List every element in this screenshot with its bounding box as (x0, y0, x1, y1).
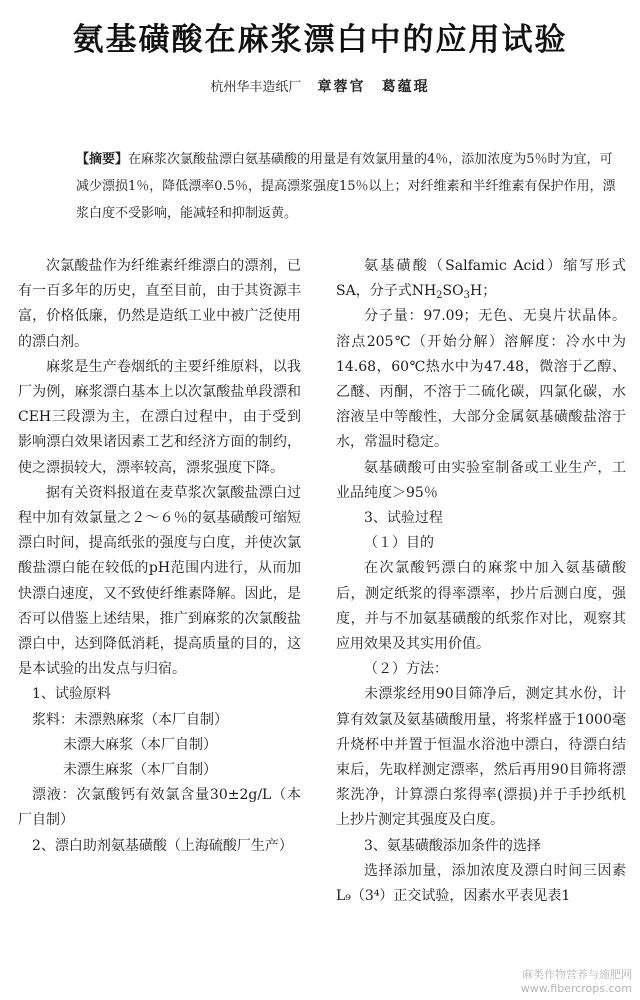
subsection-heading: （１）目的 (364, 535, 434, 552)
section-heading: 2、漂白助剂氨基磺酸（上海硫酸厂生产） (32, 837, 293, 854)
paragraph: 氨基磺酸可由实验室制备或工业生产，工业品纯度＞95％ (336, 459, 626, 501)
pulp-label: 浆料： (32, 711, 74, 728)
abstract (76, 146, 616, 227)
watermark-line: www.fibercrops.com (520, 982, 632, 995)
left-column (18, 254, 301, 859)
subscript: 2 (436, 290, 443, 302)
paragraph: 次氯酸盐作为纤维素纤维漂白的漂剂，已有一百多年的历史，直至目前，由于其资源丰富，价格低廉，仍然是造纸工业中被广泛使用的漂白剂。 (18, 258, 301, 350)
author-name: 葛蕴琨 (381, 79, 430, 95)
abstract-text: 在麻浆次氯酸盐漂白氨基磺酸的用量是有效氯用量的4％，添加浓度为5％时为宜，可减少漂损1％，降低漂率0.5％，提高漂浆强度15％以上；对纤维素和半纤维素有保护作用，漂浆白度不受影响，能减轻和抑制返黄。 (76, 152, 616, 221)
formula-paragraph (336, 254, 626, 304)
formula-text: 氨基磺酸（Salfamic Acid）缩写形式SA，分子式NH (336, 258, 626, 300)
subscript: 3 (463, 290, 470, 302)
pulp-item: 未漂熟麻浆（本厂自制） (74, 711, 228, 728)
abstract-label: 【摘要】 (76, 152, 129, 167)
section-heading: 3、试验过程 (364, 510, 443, 527)
paragraph: 未漂浆经用90目筛净后，测定其水份，计算有效氯及氨基磺酸用量，将浆样盛于1000毫升烧杯中并置于恒温水浴池中漂白，待漂白结束后，先取样测定漂率，然后再用90目筛将漂浆洗净，计算漂白浆得率(漂损)并于手抄纸机上抄片测定其强度及白度。 (336, 686, 626, 829)
section-heading: 1、试验原料 (32, 686, 111, 703)
paragraph: 选择添加量，添加浓度及漂白时间三因素L₉（3⁴）正交试验，因素水平表见表1 (336, 862, 626, 905)
pulp-item: 未漂生麻浆（本厂自制） (63, 762, 217, 779)
pulp-line (18, 708, 301, 733)
author-name: 章蓉官 (317, 79, 366, 95)
paper-title: 氨基磺酸在麻浆漂白中的应用试验 (72, 22, 568, 58)
subsection-heading: （２）方法： (364, 661, 448, 678)
affiliation: 杭州华丰造纸厂 (210, 80, 302, 95)
section-heading: 3、氨基磺酸添加条件的选择 (364, 837, 541, 854)
formula-text: SO (442, 283, 464, 300)
paragraph: 分子量：97.09；无色、无臭片状晶体。溶点205℃（开始分解）溶解度：冷水中为14.68，60℃热水中为47.48，微溶于乙醇、乙醚、丙酮，不溶于二硫化碳，四氯化碳，水溶液呈中等酸性，大部分金属氨基磺酸盐溶于水，常温时稳定。 (336, 308, 626, 451)
right-column (336, 254, 626, 909)
watermark (521, 968, 632, 996)
pulp-item: 未漂大麻浆（本厂自制） (63, 736, 217, 753)
watermark-line: 麻类作物营养与施肥网 (522, 968, 632, 981)
paragraph: 据有关资料报道在麦草浆次氯酸盐漂白过程中加有效氯量之２～６％的氨基磺酸可缩短漂白时间，提高纸张的强度与白度，并使次氯酸盐漂白能在较低的pH范围内进行，从而加快漂白速度，又不致使纤维素降解。因此，是否可以借鉴上述结果，推广到麻浆的次氯酸盐漂白中，达到降低消耗，提高质量的目的，这是本试验的出发点与归宿。 (18, 484, 301, 678)
author-line (0, 76, 640, 96)
bleach-liquor: 漂液：次氯酸钙有效氯含量30±2g/L（本厂自制） (18, 787, 301, 829)
paragraph: 在次氯酸钙漂白的麻浆中加入氨基磺酸后，测定纸浆的得率漂率，抄片后测白度，强度，并与不加氨基磺酸的纸浆作对比，观察其应用效果及其实用价值。 (336, 560, 626, 653)
paragraph: 麻浆是生产卷烟纸的主要纤维原料，以我厂为例，麻浆漂白基本上以次氯酸盐单段漂和CEH三段漂为主，在漂白过程中，由于受到影响漂白效果诸因素工艺和经济方面的制约，使之漂损较大，漂率较高，漂浆强度下降。 (18, 358, 301, 476)
formula-text: H； (470, 283, 497, 300)
